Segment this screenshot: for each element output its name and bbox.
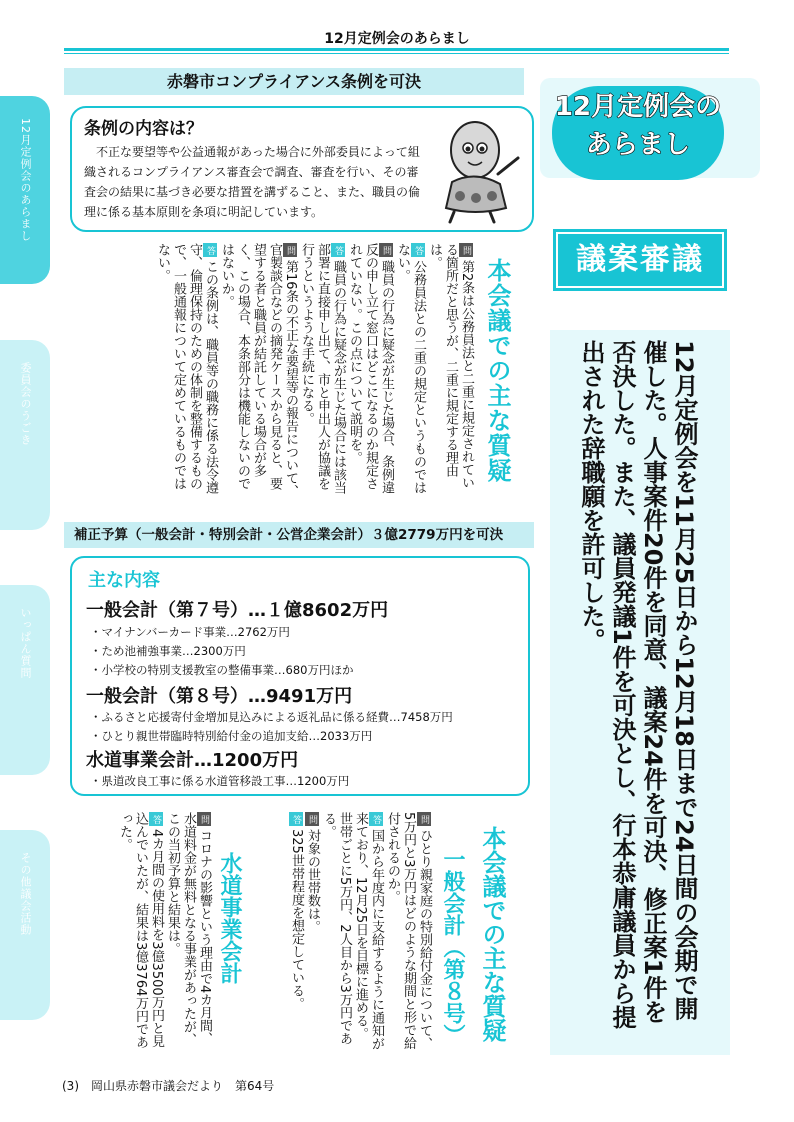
qa-item: 答325世帯程度を想定している。	[288, 812, 304, 1050]
running-title: 12月定例会のあらまし	[324, 31, 470, 47]
budget-item: ・小学校の特別支援教室の整備事業…680万円ほか	[90, 663, 354, 677]
qa-item: 答この条例は、職員等の職務に係る法令遵守、倫理保持のための体制を整備するもので、一般通報について定めているものではない。	[155, 243, 218, 494]
compliance-banner: 赤磐市コンプライアンス条例を可決	[64, 68, 524, 95]
qa-item: 問職員の行為に疑念が生じた場合、条例違反の申し立て窓口はどこになるのか規定されていない。この点について説明を。	[347, 243, 394, 494]
qa-item: 問コロナの影響という理由で4カ月間、水道料金が無料となる事業があったが、この当初予算と結果は。	[165, 812, 212, 1046]
ordinance-text: 不正な要望等や公益通報があった場合に外部委員によって組織されるコンプライアンス審査会で調査、審査を行い、その審査会の結果に基づき必要な措置を講ずること、また、職員の倫理に係る基本原則を条項に明記しています。	[84, 145, 421, 219]
budget-item: ・ふるさと応援寄付金増加見込みによる返礼品に係る経費…7458万円	[90, 710, 453, 724]
header-rule	[64, 48, 729, 51]
tab-december-session[interactable]: 12月定例会のあらまし	[0, 96, 50, 284]
qa-item: 問第16条の不正な要望等の報告について、官製談合などの摘発ケースから見ると、要望する者と職員が結託している場合が多く、この場合、本条部分は機能しないのではないか。	[219, 243, 298, 498]
budget-group-title: 一般会計（第７号）…１億8602万円	[86, 600, 389, 621]
budget-banner: 補正予算（一般会計・特別会計・公営企業会計）３億2779万円を可決	[64, 522, 534, 548]
tab-committee[interactable]: 委員会のうごき	[0, 340, 50, 530]
session-summary: 12月定例会を11月25日から12月18日まで24日間の会期で開催した。人事案件20件を同意、議案24件を可決、修正案1件を否決した。また、議員発議1件を可決とし、行本恭庸議員から提出された辞職願を許可した。	[577, 340, 698, 1029]
qa2-heading: 本会議での主な質疑	[478, 826, 506, 1042]
budget-item: ・マイナンバーカード事業…2762万円	[90, 625, 290, 639]
qa2-general-subheading: 一般会計（第８号）	[440, 848, 465, 1046]
qa-item: 答4カ月間の使用料を3億3500万円と見込んでいたが、結果は3億3764万円であった。	[117, 812, 164, 1049]
qa2-water-body	[112, 812, 212, 1050]
qa1-heading: 本会議での主な質疑	[483, 258, 511, 483]
ordinance-title: 条例の内容は？	[84, 119, 203, 139]
publication-name: 岡山県赤磐市議会だより 第64号	[91, 1079, 275, 1093]
header-rule-thin	[64, 53, 729, 54]
page-title: 12月定例会の あらまし	[554, 92, 722, 160]
qa-item: 答職員の行為に疑念が生じた場合には該当部署に直接申し出て、市と申出人が協議を行うというような手続になる。	[299, 243, 346, 494]
main-content-label: 主な内容	[88, 570, 160, 591]
budget-group-title: 一般会計（第８号）…9491万円	[86, 686, 353, 707]
mascot-illustration	[430, 112, 530, 224]
tab-other-activities[interactable]: その他議会活動	[0, 830, 50, 1020]
footer	[62, 1077, 274, 1094]
qa-item: 問ひとり親家庭の特別給付金について、5万円と3万円はどのような期間と形で給付されるのか。	[385, 812, 432, 1050]
qa-item: 答公務員法との二重の規定というものではない。	[395, 243, 426, 494]
page-number: (3)	[62, 1079, 79, 1093]
budget-item: ・県道改良工事に係る水道管移設工事…1200万円	[90, 774, 350, 788]
budget-item: ・ひとり親世帯臨時特別給付金の追加支給…2033万円	[90, 729, 373, 743]
budget-group-title: 水道事業会計…1200万円	[86, 750, 299, 771]
qa2-general-body	[244, 812, 432, 1050]
qa-item: 問対象の世帯数は。	[304, 812, 320, 1050]
budget-item: ・ため池補強事業…2300万円	[90, 644, 246, 658]
qa-item: 問第2条は公務員法と二重に規定されている箇所だと思うが、二重に規定する理由は。	[427, 243, 474, 490]
tab-general-questions[interactable]: いっぱん質問	[0, 585, 50, 775]
section-label: 議案審議	[556, 232, 724, 288]
qa1-body	[64, 243, 474, 501]
qa-item: 答国から年度内に支給するように通知が来ており、12月25日を目標に進める。世帯ごとに5万円、2人目から3万円である。	[321, 812, 384, 1050]
qa2-water-subheading: 水道事業会計	[217, 852, 242, 984]
